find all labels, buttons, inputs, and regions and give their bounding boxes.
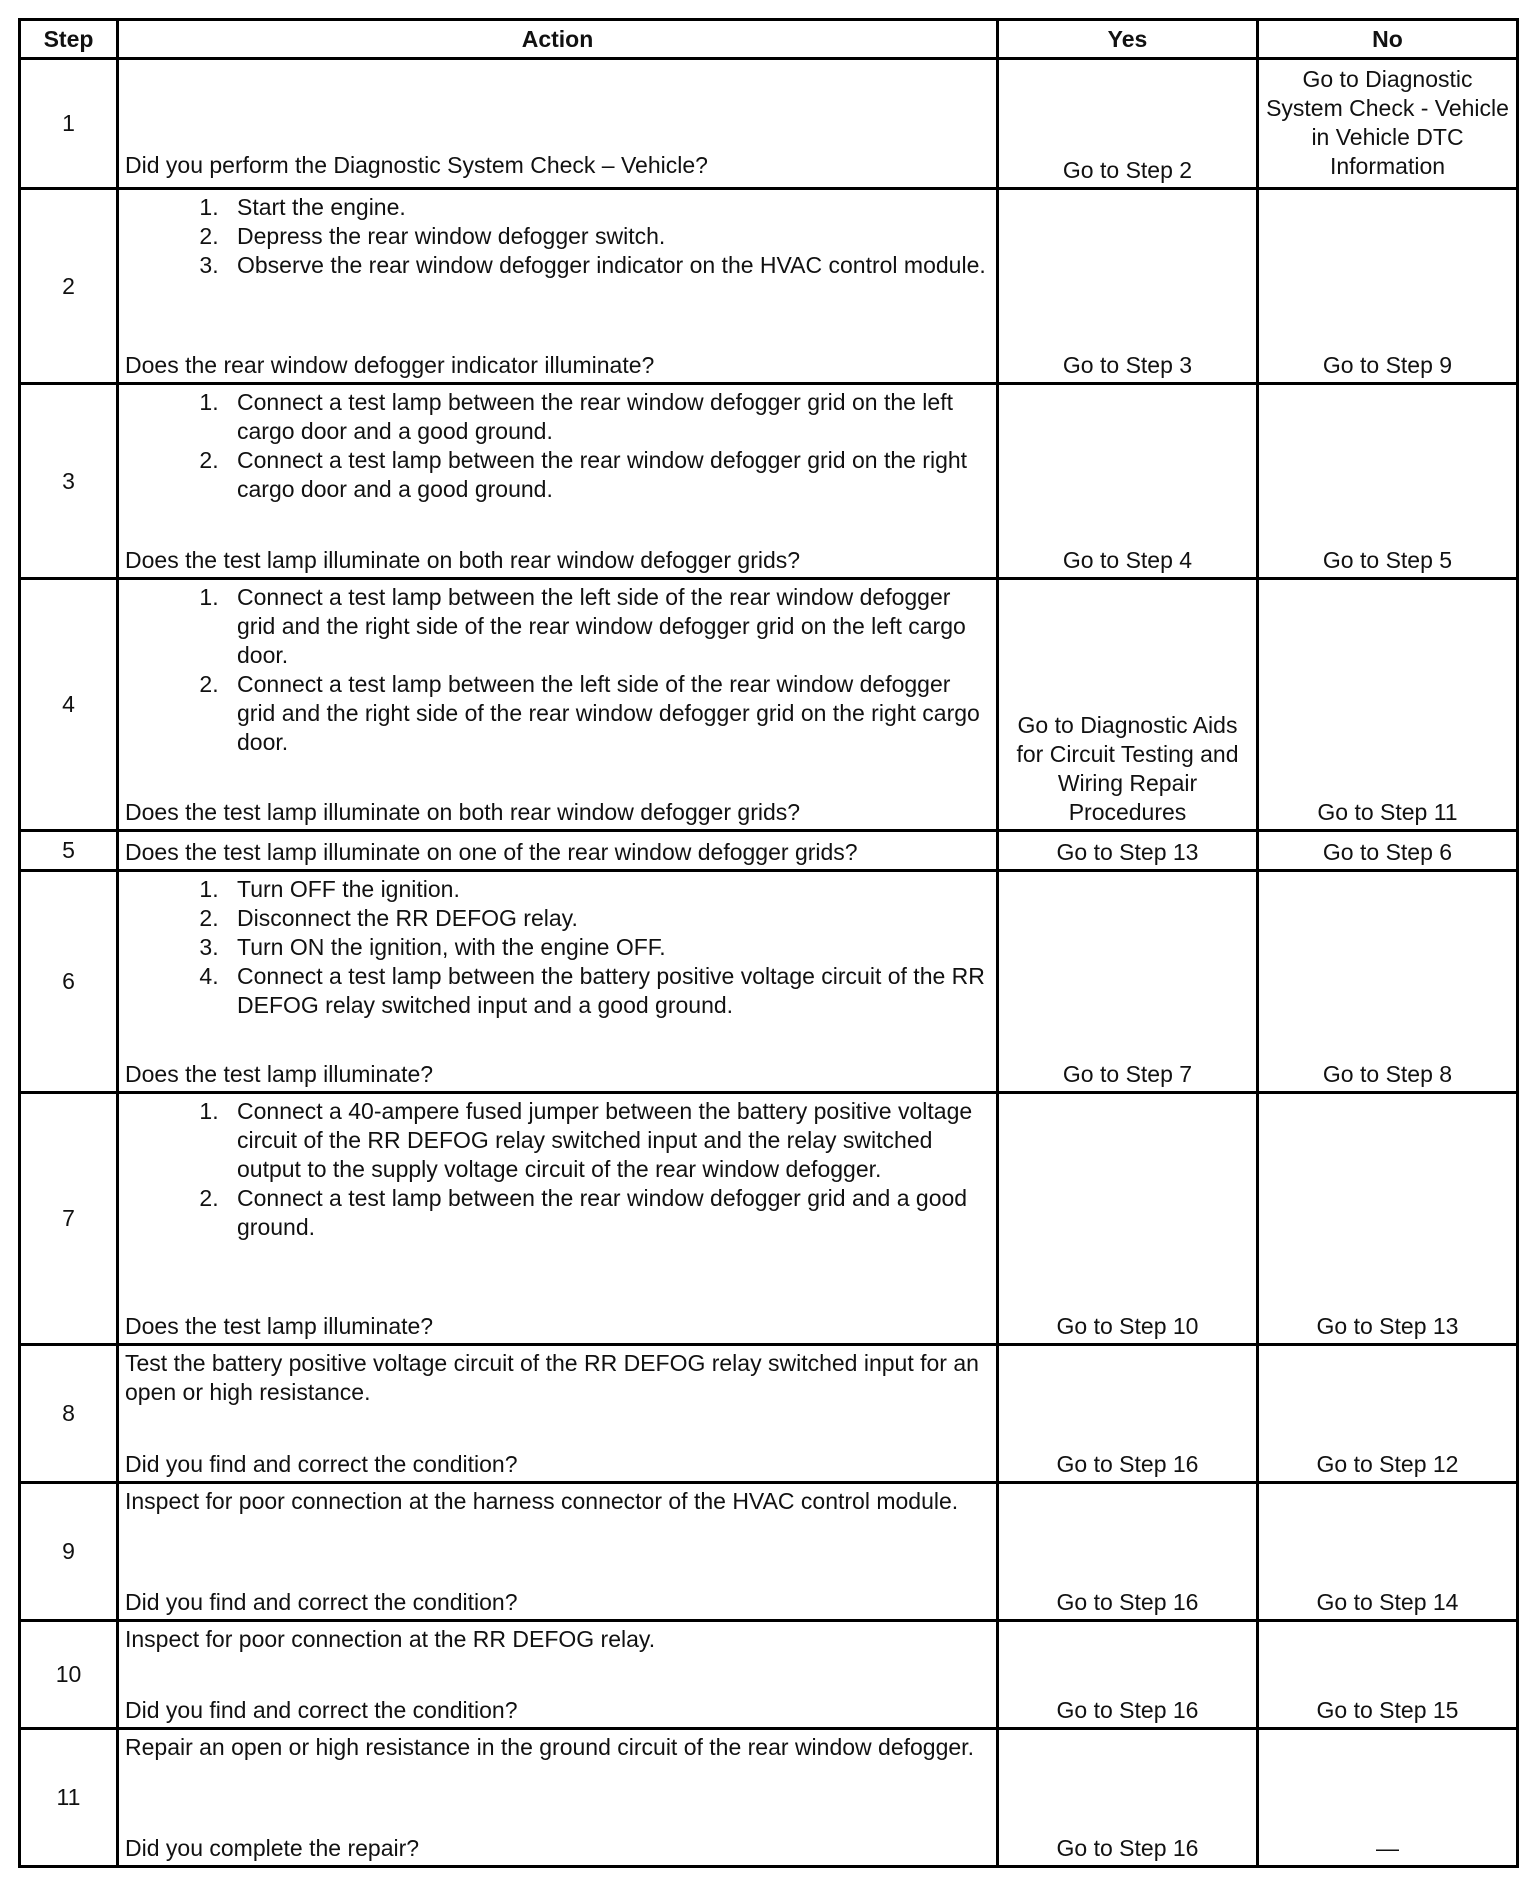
action-steps xyxy=(125,583,990,757)
step-number: 8 xyxy=(20,1345,118,1483)
no-result: Go to Step 15 xyxy=(1258,1621,1518,1729)
action-question: Did you perform the Diagnostic System Check – Vehicle? xyxy=(125,152,708,178)
step-number: 4 xyxy=(20,579,118,831)
no-result: Go to Step 6 xyxy=(1258,831,1518,871)
action-question: Does the test lamp illuminate? xyxy=(125,1313,434,1339)
table-row xyxy=(20,384,1518,579)
action-step-item: 1. Start the engine. xyxy=(225,193,990,222)
action-steps xyxy=(125,193,990,280)
action-step-item: 3. Turn ON the ignition, with the engine OFF. xyxy=(225,933,990,962)
action-step-item: 1. Connect a test lamp between the rear window defogger grid on the left cargo door and a good ground. xyxy=(225,388,990,446)
no-result: Go to Step 11 xyxy=(1258,579,1518,831)
table-row xyxy=(20,189,1518,384)
action-step-item: 1. Turn OFF the ignition. xyxy=(225,875,990,904)
action-question: Does the test lamp illuminate? xyxy=(125,1061,434,1087)
step-number: 11 xyxy=(20,1729,118,1867)
header-yes: Yes xyxy=(998,20,1258,59)
yes-result: Go to Step 16 xyxy=(998,1729,1258,1867)
action-cell xyxy=(118,579,998,831)
action-cell xyxy=(118,1345,998,1483)
yes-result: Go to Step 16 xyxy=(998,1621,1258,1729)
action-cell xyxy=(118,189,998,384)
action-text: Inspect for poor connection at the harness connector of the HVAC control module. xyxy=(125,1488,959,1514)
diagnostic-table xyxy=(18,18,1519,1868)
action-question: Does the rear window defogger indicator illuminate? xyxy=(125,352,655,378)
action-steps xyxy=(125,388,990,504)
table-row xyxy=(20,1621,1518,1729)
action-step-item: 3. Observe the rear window defogger indicator on the HVAC control module. xyxy=(225,251,990,280)
no-result: Go to Step 5 xyxy=(1258,384,1518,579)
yes-result: Go to Step 16 xyxy=(998,1483,1258,1621)
action-step-item: 2. Connect a test lamp between the rear window defogger grid and a good ground. xyxy=(225,1184,990,1242)
no-result: Go to Step 9 xyxy=(1258,189,1518,384)
header-step: Step xyxy=(20,20,118,59)
table-row xyxy=(20,1093,1518,1345)
action-cell xyxy=(118,1483,998,1621)
action-cell xyxy=(118,871,998,1093)
step-number: 6 xyxy=(20,871,118,1093)
action-step-item: 1. Connect a 40-ampere fused jumper between the battery positive voltage circuit of the RR DEFOG relay switched input and the relay switched output to the supply voltage circuit of the rear window defogger. xyxy=(225,1097,990,1184)
action-step-item: 2. Disconnect the RR DEFOG relay. xyxy=(225,904,990,933)
action-cell xyxy=(118,831,998,871)
step-number: 7 xyxy=(20,1093,118,1345)
step-number: 2 xyxy=(20,189,118,384)
yes-result: Go to Step 3 xyxy=(998,189,1258,384)
table-row xyxy=(20,831,1518,871)
no-result: Go to Step 13 xyxy=(1258,1093,1518,1345)
action-cell xyxy=(118,59,998,189)
action-question: Does the test lamp illuminate on one of the rear window defogger grids? xyxy=(125,839,858,865)
step-number: 5 xyxy=(20,831,118,871)
no-result: — xyxy=(1258,1729,1518,1867)
action-question: Did you find and correct the condition? xyxy=(125,1589,518,1615)
yes-result: Go to Diagnostic Aids for Circuit Testing and Wiring Repair Procedures xyxy=(998,579,1258,831)
yes-result: Go to Step 4 xyxy=(998,384,1258,579)
yes-result: Go to Step 2 xyxy=(998,59,1258,189)
step-number: 1 xyxy=(20,59,118,189)
table-row xyxy=(20,871,1518,1093)
action-question: Did you find and correct the condition? xyxy=(125,1697,518,1723)
yes-result: Go to Step 16 xyxy=(998,1345,1258,1483)
yes-result: Go to Step 10 xyxy=(998,1093,1258,1345)
action-step-item: 2. Connect a test lamp between the left side of the rear window defogger grid and the right side of the rear window defogger grid on the right cargo door. xyxy=(225,670,990,757)
no-result: Go to Diagnostic System Check - Vehicle in Vehicle DTC Information xyxy=(1258,59,1518,189)
action-question: Does the test lamp illuminate on both rear window defogger grids? xyxy=(125,799,801,825)
no-result: Go to Step 8 xyxy=(1258,871,1518,1093)
no-result: Go to Step 14 xyxy=(1258,1483,1518,1621)
header-action: Action xyxy=(118,20,998,59)
action-steps xyxy=(125,1097,990,1242)
table-row xyxy=(20,59,1518,189)
step-number: 10 xyxy=(20,1621,118,1729)
action-cell xyxy=(118,1729,998,1867)
action-question: Did you complete the repair? xyxy=(125,1835,420,1861)
no-result: Go to Step 12 xyxy=(1258,1345,1518,1483)
action-cell xyxy=(118,384,998,579)
action-question: Did you find and correct the condition? xyxy=(125,1451,518,1477)
action-text: Repair an open or high resistance in the ground circuit of the rear window defogger. xyxy=(125,1734,974,1760)
yes-result: Go to Step 7 xyxy=(998,871,1258,1093)
action-step-item: 1. Connect a test lamp between the left side of the rear window defogger grid and the right side of the rear window defogger grid on the left cargo door. xyxy=(225,583,990,670)
action-text: Test the battery positive voltage circuit of the RR DEFOG relay switched input for an open or high resistance. xyxy=(125,1350,979,1405)
yes-result: Go to Step 13 xyxy=(998,831,1258,871)
action-steps xyxy=(125,875,990,1020)
table-row xyxy=(20,579,1518,831)
action-cell xyxy=(118,1093,998,1345)
step-number: 3 xyxy=(20,384,118,579)
action-text: Inspect for poor connection at the RR DEFOG relay. xyxy=(125,1626,656,1652)
action-cell xyxy=(118,1621,998,1729)
action-step-item: 2. Depress the rear window defogger switch. xyxy=(225,222,990,251)
table-row xyxy=(20,1729,1518,1867)
action-step-item: 4. Connect a test lamp between the battery positive voltage circuit of the RR DEFOG relay switched input and a good ground. xyxy=(225,962,990,1020)
action-question: Does the test lamp illuminate on both rear window defogger grids? xyxy=(125,547,801,573)
table-row xyxy=(20,1345,1518,1483)
header-row xyxy=(20,20,1518,59)
action-step-item: 2. Connect a test lamp between the rear window defogger grid on the right cargo door and a good ground. xyxy=(225,446,990,504)
step-number: 9 xyxy=(20,1483,118,1621)
table-row xyxy=(20,1483,1518,1621)
header-no: No xyxy=(1258,20,1518,59)
